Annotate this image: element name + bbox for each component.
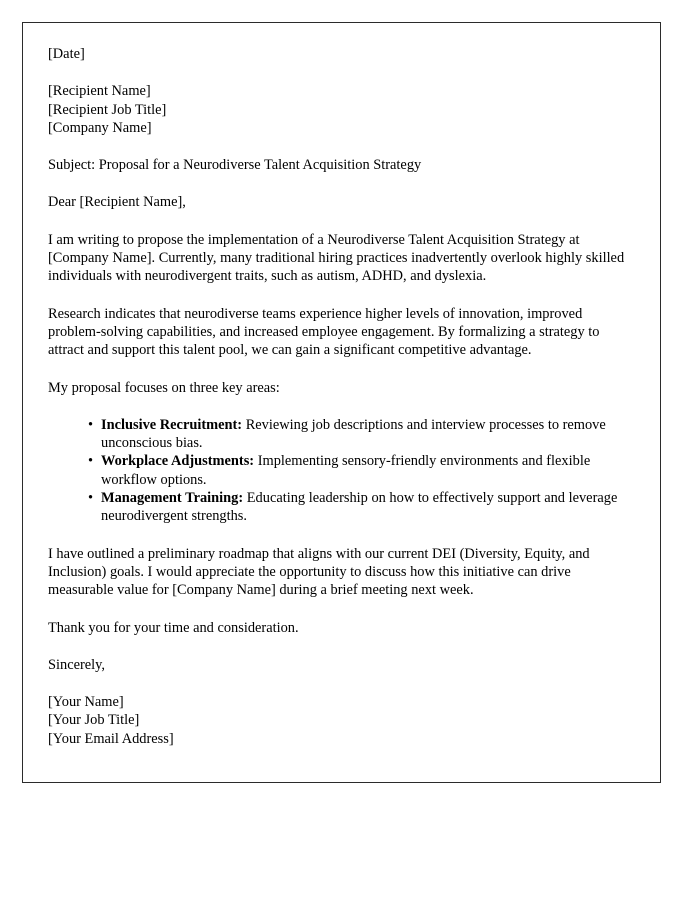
date-placeholder: [Date] [48, 46, 85, 62]
bullet-icon: • [88, 416, 94, 433]
sender-email-address: [Your Email Address] [48, 730, 174, 747]
subject-block [48, 156, 636, 174]
signature-block [48, 693, 636, 748]
key-areas-block [48, 416, 636, 526]
roadmap-paragraph-block [48, 545, 636, 600]
list-intro-paragraph: My proposal focuses on three key areas: [48, 379, 280, 396]
key-area-text [101, 417, 606, 451]
bullet-icon: • [88, 490, 94, 507]
key-area-text [101, 453, 590, 487]
recipient-name: [Recipient Name] [48, 83, 151, 100]
roadmap-paragraph: I have outlined a preliminary roadmap that aligns with our current DEI (Diversity, Equity, and Inclusion) goals. I would appreciate the opportunity to discuss how this initiative can drive measurable value for [Company Name] during a brief meeting next week. [48, 545, 590, 599]
thanks-paragraph-block [48, 619, 636, 637]
research-paragraph: Research indicates that neurodiverse teams experience higher levels of innovation, improved problem-solving capabilities, and increased employee engagement. By formalizing a strategy to attract and support this talent pool, we can gain a significant competitive advantage. [48, 305, 600, 359]
key-area-detail: Reviewing job descriptions and interview processes to remove unconscious bias. [101, 416, 606, 452]
key-area-lead-in: Workplace Adjustments: [101, 453, 255, 470]
list-item [88, 416, 636, 453]
recipient-company-name: [Company Name] [48, 119, 152, 136]
list-item [88, 489, 636, 526]
letter-content [48, 45, 636, 748]
sender-name: [Your Name] [48, 694, 124, 711]
key-area-lead-in: Inclusive Recruitment: [101, 416, 243, 433]
bullet-icon: • [88, 453, 94, 470]
key-area-detail: Implementing sensory-friendly environments and flexible workflow options. [101, 453, 591, 488]
salutation: Dear [Recipient Name], [48, 194, 186, 211]
sender-job-title: [Your Job Title] [48, 712, 140, 729]
list-item [88, 452, 636, 489]
intro-paragraph-block [48, 231, 636, 286]
closing-salutation: Sincerely, [48, 656, 106, 673]
recipient-address-block [48, 82, 636, 137]
thanks-paragraph: Thank you for your time and consideration. [48, 619, 299, 636]
salutation-block [48, 193, 636, 211]
letter-page-border [22, 22, 661, 783]
research-paragraph-block [48, 305, 636, 360]
key-area-text [101, 490, 617, 524]
key-area-detail: Educating leadership on how to effectively support and leverage neurodivergent strengths. [101, 490, 618, 525]
key-areas-list [48, 416, 636, 526]
recipient-job-title: [Recipient Job Title] [48, 101, 167, 118]
closing-block [48, 656, 636, 674]
list-intro-block [48, 379, 636, 397]
subject-line: Subject: Proposal for a Neurodiverse Talent Acquisition Strategy [48, 157, 422, 174]
key-area-lead-in: Management Training: [101, 490, 244, 507]
date-block [48, 45, 636, 63]
intro-paragraph: I am writing to propose the implementation of a Neurodiverse Talent Acquisition Strategy at [Company Name]. Currently, many traditional hiring practices inadvertently overlook highly skilled individuals with neurodivergent traits, such as autism, ADHD, and dyslexia. [48, 231, 625, 285]
